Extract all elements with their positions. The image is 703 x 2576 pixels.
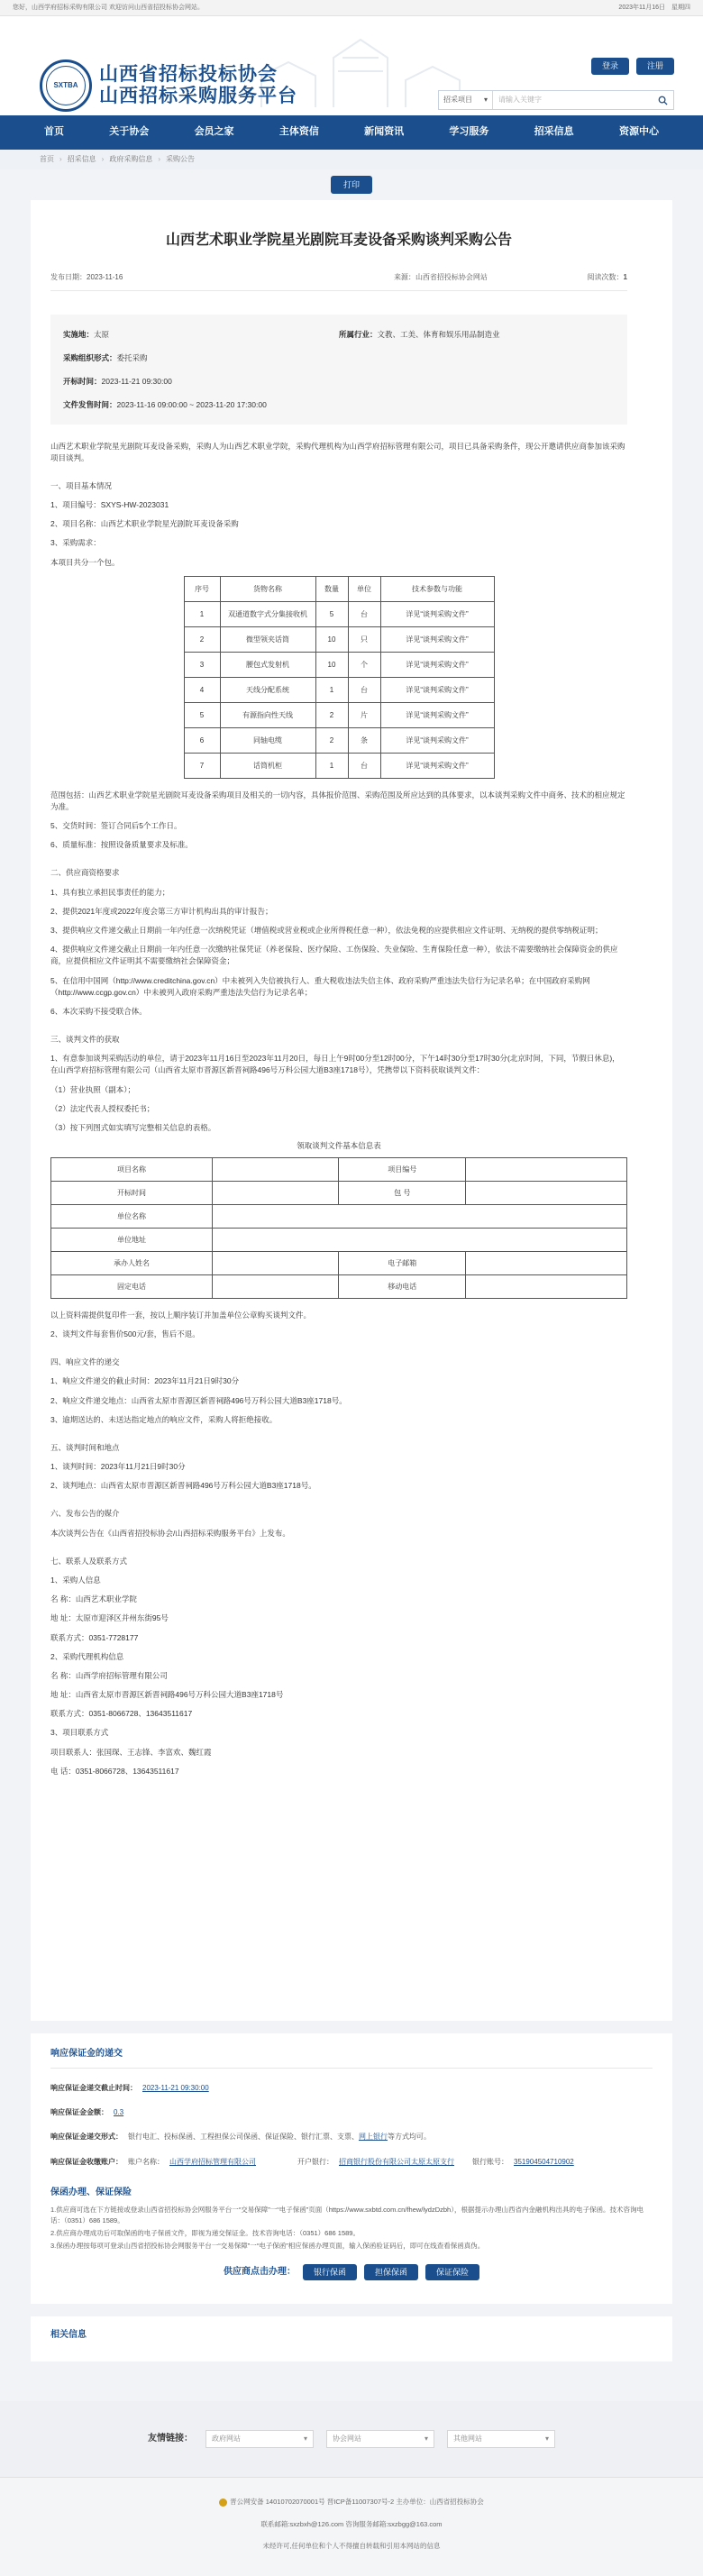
- breadcrumb: 首页 › 招采信息 › 政府采购信息 › 采购公告: [0, 150, 703, 169]
- register-button[interactable]: 注册: [636, 58, 674, 75]
- section-heading: 五、谈判时间和地点: [50, 1442, 120, 1452]
- guarantee-heading: 保函办理、保证保险: [50, 2187, 132, 2197]
- nav-item-resources[interactable]: 资源中心: [618, 126, 659, 138]
- items-table: [184, 576, 495, 779]
- region-value: 太原: [94, 329, 110, 339]
- search-bar: [438, 90, 674, 110]
- search-type-select[interactable]: 招采项目 ▾: [439, 91, 493, 109]
- site-logo[interactable]: [40, 59, 297, 112]
- project-summary: 实施地：太原 所属行业：文教、工美、体育和娱乐用品制造业 采购组织形式：委托采购 开标时间：2023-11-21 09:30:00 文件发售时间：2023-11-16 09:00:00 ~ 2023-11-20 17:30:00: [50, 315, 627, 425]
- site-header: [0, 16, 703, 115]
- table-row: 5 有源指向性天线 2 片 详见“谈判采购文件”: [184, 702, 494, 727]
- article-meta: 发布日期：2023-11-16 来源：山西省招投标协会网站 阅读次数：1: [50, 272, 627, 290]
- table-row: 项目名称 项目编号: [51, 1157, 627, 1181]
- footer-copyright: 未经许可,任何单位和个人不得擅自转载和引用本网站的信息: [262, 2542, 441, 2550]
- print-button[interactable]: 打印: [331, 176, 372, 195]
- table-row: 承办人姓名 电子邮箱: [51, 1251, 627, 1274]
- brand-name-line2: 山西招标采购服务平台: [99, 86, 297, 106]
- table-row: 3 腰包式发射机 10 个 详见“谈判采购文件”: [184, 652, 494, 677]
- gov-sites-select[interactable]: 政府网站 ▾: [205, 2430, 314, 2448]
- footer-contact: 联系邮箱:sxzbxh@126.com 咨询服务邮箱:sxzbgg@163.com: [260, 2519, 443, 2528]
- section-heading: 一、项目基本情况: [50, 480, 113, 490]
- section-heading: 二、供应商资格要求: [50, 868, 120, 878]
- related-heading: 相关信息: [50, 2330, 87, 2340]
- date-display: 2023年11月16日 星期四: [618, 4, 690, 11]
- main-nav: [0, 115, 703, 150]
- search-button[interactable]: [652, 91, 673, 109]
- chevron-down-icon: ▾: [424, 2434, 428, 2444]
- table-row: 开标时间 包 号: [51, 1181, 627, 1204]
- form-table-caption: 领取谈判文件基本信息表: [297, 1141, 381, 1151]
- account-name: 山西学府招标管理有限公司: [169, 2157, 256, 2166]
- surety-guarantee-button[interactable]: 担保保函: [364, 2264, 418, 2281]
- table-row: 2 微型领夹话筒 10 只 详见“谈判采购文件”: [184, 626, 494, 652]
- bank-guarantee-button[interactable]: 银行保函: [303, 2264, 357, 2281]
- table-row: 固定电话 移动电话: [51, 1274, 627, 1298]
- nav-item-credit[interactable]: 主体资信: [278, 126, 319, 138]
- nav-item-about[interactable]: 关于协会: [109, 126, 150, 138]
- deposit-heading: 响应保证金的递交: [50, 2048, 653, 2069]
- section-heading: 七、联系人及联系方式: [50, 1556, 128, 1566]
- breadcrumb-current[interactable]: 采购公告: [166, 155, 196, 164]
- breadcrumb-procurement[interactable]: 招采信息: [67, 155, 96, 164]
- table-row: 单位地址: [51, 1228, 627, 1251]
- section-heading: 六、发布公告的媒介: [50, 1509, 120, 1519]
- table-header-row: 序号 货物名称 数量 单位 技术参数与功能: [184, 576, 494, 601]
- friend-links: 友情链接： 政府网站 ▾ 协会网站 ▾ 其他网站 ▾: [0, 2401, 703, 2477]
- police-badge-icon: [219, 2498, 227, 2507]
- welcome-text: 您好，山西学府招标采购有限公司 欢迎访问山西省招投标协会网站。: [13, 4, 204, 11]
- open-time-value: 2023-11-21 09:30:00: [101, 376, 172, 386]
- association-sites-select[interactable]: 协会网站 ▾: [326, 2430, 434, 2448]
- guarantee-actions: 供应商点击办理： 银行保函 担保保函 保证保险: [50, 2264, 653, 2281]
- deposit-amount: 0.3: [114, 2108, 124, 2117]
- brand-name-line1: 山西省招标投标协会: [99, 64, 278, 85]
- site-footer: [0, 2477, 703, 2576]
- deposit-section: 响应保证金的递交 响应保证金递交截止时间： 2023-11-21 09:30:00 响应保证金金额： 0.3 响应保证金递交形式： 银行电汇、投标保函、工程担保公司保函、保证保险、银行汇票、支票、网上银行等方式均可。 响应保证金收缴账户： 账户名称： 山西学府招标管理有限公司 开户银行： 招商银行股份有限公司太原太原支行 银行账号： 351904504710902 保函办理、保证保险 1.供应商可选在下方链接或登录山西省招投标协会网服务平台一“交易保障”一“电子保函”页面（https://www.sxbtd.com.cn/fhew/lydzDzbh），根据提示办理山西省内金融机构出具的电子保函。技术咨询电话：（0351）686 1589。 2.供应商办理成功后可取保函的电子保函文件，即视为递交保证金。技术咨询电话：（0351）686 1589。 3.保函办理按每项可登录山西省招投标协会网服务平台一“交易保障”一“电子保函”相应保函办理页面，输入保函验证码后，即可在线查看保函真伪。 供应商点击办理： 银行保函 担保保函 保证保险: [31, 2033, 672, 2304]
- guarantee-note-3: 3.保函办理按每项可登录山西省招投标协会网服务平台一“交易保障”一“电子保函”相应保函办理页面，输入保函验证码后，即可在线查看保函真伪。: [50, 2241, 485, 2250]
- top-bar: [0, 0, 703, 16]
- guarantee-insurance-button[interactable]: 保证保险: [425, 2264, 479, 2281]
- chevron-down-icon: ▾: [544, 2434, 549, 2444]
- nav-item-procurement[interactable]: 招采信息: [534, 126, 574, 138]
- method-value: 委托采购: [116, 352, 148, 362]
- article-card: [31, 200, 672, 2021]
- table-row: 4 天线分配系统 1 台 详见“谈判采购文件”: [184, 677, 494, 702]
- table-row: 1 双通道数字式分集接收机 5 台 详见“谈判采购文件”: [184, 601, 494, 626]
- search-icon: [658, 96, 668, 105]
- page-title: 山西艺术职业学院星光剧院耳麦设备采购谈判采购公告: [165, 233, 512, 248]
- chevron-down-icon: ▾: [303, 2434, 307, 2444]
- section-heading: 四、响应文件的递交: [50, 1357, 120, 1367]
- nav-item-learning[interactable]: 学习服务: [449, 126, 489, 138]
- account-number: 351904504710902: [514, 2157, 574, 2166]
- nav-item-news[interactable]: 新闻资讯: [364, 126, 405, 138]
- registration-form-table: [50, 1157, 627, 1299]
- table-row: 单位名称: [51, 1204, 627, 1228]
- login-button[interactable]: 登录: [591, 58, 629, 75]
- industry-value: 文教、工美、体育和娱乐用品制造业: [377, 329, 500, 339]
- related-section: [31, 2316, 672, 2361]
- breadcrumb-home[interactable]: 首页: [40, 155, 54, 164]
- nav-item-home[interactable]: 首页: [44, 126, 64, 138]
- footer-record: 晋公网安备 14010702070001号 晋ICP备11007307号-2 主办单位：山西省招投标协会: [230, 2498, 484, 2506]
- breadcrumb-government[interactable]: 政府采购信息: [109, 155, 153, 164]
- online-bank-link[interactable]: 网上银行: [359, 2133, 388, 2142]
- nav-item-members[interactable]: 会员之家: [194, 126, 234, 138]
- guarantee-note-1: 1.供应商可选在下方链接或登录山西省招投标协会网服务平台一“交易保障”一“电子保函”页面（https://www.sxbtd.com.cn/fhew/lydzDzbh），根据提示办理山西省内金融机构出具的电子保函。技术咨询电话：（0351）686 1589。: [50, 2205, 644, 2224]
- deposit-deadline: 2023-11-21 09:30:00: [142, 2084, 209, 2092]
- search-input[interactable]: 请输入关键字: [498, 96, 542, 105]
- publish-date: 2023-11-16: [87, 273, 123, 282]
- table-row: 7 话筒机柜 1 台 详见“谈判采购文件”: [184, 753, 494, 778]
- view-count: 1: [623, 273, 627, 282]
- guarantee-note-2: 2.供应商办理成功后可取保函的电子保函文件，即视为递交保证金。技术咨询电话：（0351）686 1589。: [50, 2228, 360, 2237]
- sale-period-value: 2023-11-16 09:00:00 ~ 2023-11-20 17:30:00: [116, 399, 267, 409]
- chevron-down-icon: ▾: [483, 96, 488, 105]
- other-sites-select[interactable]: 其他网站 ▾: [447, 2430, 555, 2448]
- article-body: 山西艺术职业学院星光剧院耳麦设备采购，采购人为山西艺术职业学院，采购代理机构为山西学府招标管理有限公司，项目已具备采购条件，现公开邀请供应商参加该采购项目谈判。 一、项目基本情况 1、项目编号：SXYS-HW-2023031 2、项目名称：山西艺术职业学院星光剧院耳麦设备采购 3、采购需求： 本项目共分一个包。 序号 货物名称 数量 单位 技术参数与功能 1 双通道数字式分集接收机 5 台 详见“谈判采购文件” 2 微型领夹话筒 10 只 详见“谈判采购文件” 3 腰包式发射机 10 个 详见“谈判采购文件” 4 天线分配系统 1 台 详见“谈判采购文件” 5 有源指向性天线 2 片 详见“谈判采购文件” 6 同轴电缆 2 条 详见“谈判采购文件” 7 话筒机柜 1 台 详见“谈判采购文件” 范围包括：山西艺术职业学院星光剧院耳麦设备采购项目及相关的一切内容，具体报价范围、采购范围及所应达到的具体要求，以本谈判采购文件中商务、技术的相应规定为准。 5、交货时间：签订合同后5个工作日。 6、质量标准：按照设备质量要求及标准。 二、供应商资格要求 1、具有独立承担民事责任的能力； 2、提供2021年度或2022年度会第三方审计机构出具的审计报告； 3、提供响应文件递交截止日期前一年内任意一次纳税凭证（增值税或营业税或企业所得税任意一种），依法免税的应提供相应文件证明、无纳税的提供零纳税证明； 4、提供响应文件递交截止日期前一年内任意一次缴纳社保凭证（养老保险、医疗保险、工伤保险、失业保险、生育保险任意一种），依法不需要缴纳社会保障资金的供应商，应提供相应文件证明其不需要缴纳社会保障资金； 5、在信用中国网（http://www.creditchina.gov.cn）中未被列入失信被执行人、重大税收违法失信主体、政府采购严重违法失信行为记录名单；在中国政府采购网（http://www.ccgp.gov.cn）中未被列入政府采购严重违法失信行为记录名单； 6、本次采购不接受联合体。 三、谈判文件的获取 1、有意参加谈判采购活动的单位，请于2023年11月16日至2023年11月20日，每日上午9时00分至12时00分，下午14时30分至17时30分(北京时间，下同，节假日休息)，在山西学府招标管理有限公司（山西省太原市晋源区新晋祠路496号万科公园大道B3座1718号），凭携带以下资料获取谈判文件： （1）营业执照（副本）； （2）法定代表人授权委托书； （3）按下列图式如实填写完整相关信息的表格。 领取谈判文件基本信息表 项目名称 项目编号 开标时间 包 号 单位名称 单位地址 承办人姓名 电子邮箱 固定电话 移动电话 以上资料需提供复印件一套，按以上顺序装订并加盖单位公章购买谈判文件。 2、谈判文件每套售价500元/套，售后不退。 四、响应文件的递交 1、响应文件递交的截止时间：2023年11月21日9时30分 2、响应文件递交地点：山西省太原市晋源区新晋祠路496号万科公园大道B3座1718号。 3、逾期送达的、未送达指定地点的响应文件，采购人将拒绝接收。 五、谈判时间和地点 1、谈判时间：2023年11月21日9时30分 2、谈判地点：山西省太原市晋源区新晋祠路496号万科公园大道B3座1718号。 六、发布公告的媒介 本次谈判公告在《山西省招投标协会/山西招标采购服务平台》上发布。 七、联系人及联系方式 1、采购人信息 名 称：山西艺术职业学院 地 址：太原市迎泽区并州东街95号 联系方式：0351-7728177 2、采购代理机构信息 名 称：山西学府招标管理有限公司 地 址：山西省太原市晋源区新晋祠路496号万科公园大道B3座1718号 联系方式：0351-8066728、13643511617 3、项目联系方式 项目联系人：张国琛、王志锋、李富欢、魏红霞 电 话：0351-8066728、13643511617: [50, 441, 627, 1777]
- bank-name: 招商银行股份有限公司太原太原支行: [339, 2157, 454, 2166]
- section-heading: 三、谈判文件的获取: [50, 1035, 120, 1045]
- article-source: 山西省招投标协会网站: [415, 273, 488, 282]
- association-emblem-icon: SXTBA: [40, 59, 92, 112]
- table-row: 6 同轴电缆 2 条 详见“谈判采购文件”: [184, 727, 494, 753]
